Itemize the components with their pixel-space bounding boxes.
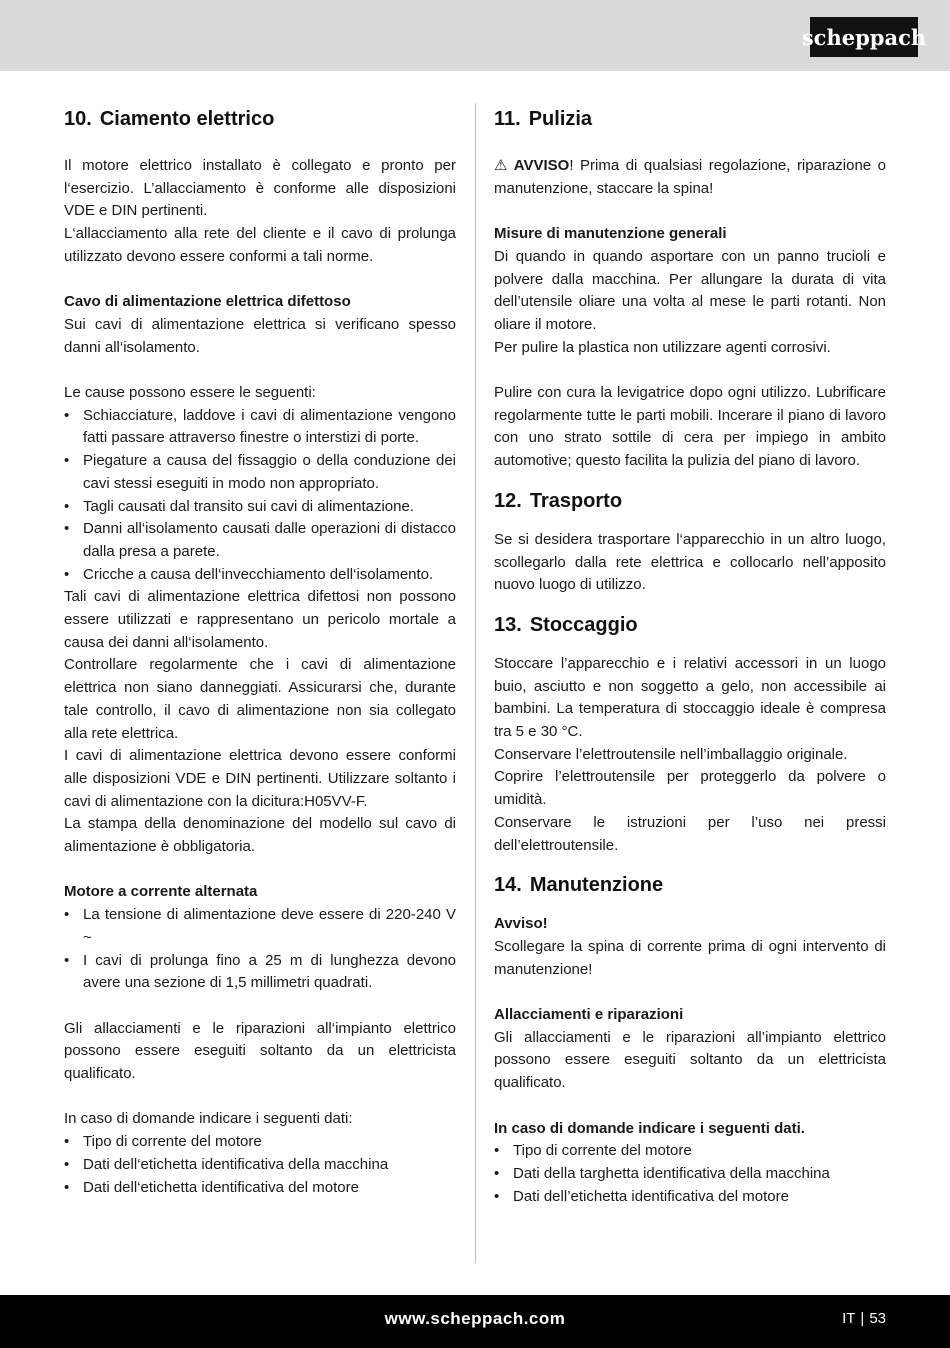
paragraph: Conservare le istruzioni per l’uso nei pressi dell’elettroutensile. xyxy=(494,813,886,854)
list-item: • Danni all‘isolamento causati dalle operazioni di distacco dalla presa a parete. xyxy=(64,518,456,563)
website-link[interactable]: www.scheppach.com xyxy=(384,1309,566,1328)
warning-text: ! Prima di qualsiasi regolazione, riparazione o manutenzione, staccare la spina! xyxy=(494,157,886,197)
motor-list xyxy=(64,904,456,995)
subheading: In caso di domande indicare i seguenti dati. xyxy=(494,1119,805,1137)
list-item: • Tagli causati dal transito sui cavi di alimentazione. xyxy=(64,496,456,519)
data-list xyxy=(64,1131,456,1199)
paragraph: Scollegare la spina di corrente prima di ogni intervento di manutenzione! xyxy=(494,937,886,978)
paragraph: Conservare l’elettroutensile nell’imballaggio originale. xyxy=(494,745,848,763)
list-item: • Tipo di corrente del motore xyxy=(494,1140,886,1163)
section-heading xyxy=(494,869,886,901)
list-item: • Schiacciature, laddove i cavi di alimentazione vengono fatti passare attraverso finestre o interstizi di porte. xyxy=(64,405,456,450)
section-title: Trasporto xyxy=(529,489,623,512)
paragraph: L‘allacciamento alla rete del cliente e il cavo di prolunga utilizzato devono essere conformi a tali norme. xyxy=(64,225,456,265)
language-code: IT xyxy=(842,1310,856,1327)
list-item: • Dati della targhetta identificativa della macchina xyxy=(494,1163,886,1186)
paragraph: Controllare regolarmente che i cavi di alimentazione elettrica non siano danneggiati. Assicurarsi che, durante tale controllo, il cavo di alimentazione non sia collegato alla rete elettrica. xyxy=(64,656,456,742)
paragraph: In caso di domande indicare i seguenti dati: xyxy=(64,1110,353,1128)
paragraph: Pulire con cura la levigatrice dopo ogni utilizzo. Lubrificare regolarmente tutte le parti mobili. Incerare il piano di lavoro con uno strato sottile di cera per impiego in ambito automotive; questo facilita la pulizia del piano di lavoro. xyxy=(494,384,886,470)
paragraph: Se si desidera trasportare l‘apparecchio in un altro luogo, scollegarlo dalla rete elettrica e collocarlo nell’apposito nuovo luogo di utilizzo. xyxy=(494,530,886,594)
column-divider xyxy=(475,103,476,1263)
paragraph: Stoccare l’apparecchio e i relativi accessori in un luogo buio, asciutto e non soggetto a gelo, non accessibile ai bambini. La temperatura di stoccaggio ideale è compresa tra 5 e 30 °C. xyxy=(494,654,886,741)
subheading: Motore a corrente alternata xyxy=(64,883,258,901)
list-item: • Dati dell‘etichetta identificativa della macchina xyxy=(64,1154,456,1177)
paragraph: Gli allacciamenti e le riparazioni all’impianto elettrico possono essere eseguiti soltanto da un elettricista qualificato. xyxy=(494,1028,886,1092)
section-heading xyxy=(494,485,886,517)
separator: | xyxy=(860,1310,865,1327)
paragraph: Coprire l’elettroutensile per proteggerlo da polvere o umidità. xyxy=(494,768,886,809)
section-number: 10. xyxy=(64,108,92,130)
section-title: Manutenzione xyxy=(529,874,664,897)
subheading: Allacciamenti e riparazioni xyxy=(494,1006,684,1024)
paragraph: La stampa della denominazione del modello sul cavo di alimentazione è obbligatoria. xyxy=(64,815,456,856)
paragraph: Tali cavi di alimentazione elettrica difettosi non possono essere utilizzati e rappresentano un pericolo mortale a causa dei danni all‘isolamento. xyxy=(64,588,456,651)
section-title: Stoccaggio xyxy=(529,613,638,636)
paragraph: I cavi di alimentazione elettrica devono essere conformi alle disposizioni VDE e DIN pertinenti. Utilizzare soltanto i cavi di alimentazione con la dicitura:H05VV-F. xyxy=(64,747,456,810)
subheading: Misure di manutenzione generali xyxy=(494,225,727,243)
page-indicator xyxy=(842,1310,886,1327)
paragraph: Gli allacciamenti e le riparazioni all‘impianto elettrico possono essere eseguiti soltanto da un elettricista qualificato. xyxy=(64,1019,456,1083)
page-number: 53 xyxy=(869,1310,886,1327)
list-item: • Tipo di corrente del motore xyxy=(64,1131,456,1154)
list-item: • Dati dell’etichetta identificativa del motore xyxy=(494,1186,886,1209)
right-column xyxy=(494,103,886,1208)
paragraph: Le cause possono essere le seguenti: xyxy=(64,384,316,401)
causes-list xyxy=(64,405,456,587)
paragraph: Di quando in quando asportare con un panno trucioli e polvere dalla macchina. Per allungare la durata di vita dell’utensile oliare una volta al mese le parti rotanti. Non oliare il motore. xyxy=(494,247,886,333)
section-heading xyxy=(64,103,456,135)
warning-label: AVVISO xyxy=(513,157,570,174)
left-column xyxy=(64,103,456,1199)
section-number: 14. xyxy=(494,874,522,897)
data-list xyxy=(494,1140,886,1208)
paragraph: Il motore elettrico installato è collegato e pronto per l‘esercizio. L’allacciamento è conforme alle disposizioni VDE e DIN pertinenti. xyxy=(64,157,456,220)
section-heading xyxy=(494,103,886,135)
section-heading xyxy=(494,609,886,641)
list-item: • Cricche a causa dell‘invecchiamento dell‘isolamento. xyxy=(64,564,456,587)
list-item: • I cavi di prolunga fino a 25 m di lunghezza devono avere una sezione di 1,5 millimetri quadrati. xyxy=(64,950,456,995)
subheading: Avviso! xyxy=(494,915,548,933)
warning-icon: ⚠ xyxy=(494,157,510,174)
section-title: Ciamento elettrico xyxy=(99,108,275,130)
section-title: Pulizia xyxy=(528,108,593,130)
header-bar xyxy=(0,0,950,71)
list-item: • Piegature a causa del fissaggio o della conduzione dei cavi stessi eseguiti in modo non appropriato. xyxy=(64,450,456,495)
list-item: • Dati dell‘etichetta identificativa del motore xyxy=(64,1177,456,1200)
warning-paragraph xyxy=(494,155,886,200)
paragraph: Sui cavi di alimentazione elettrica si verificano spesso danni all‘isolamento. xyxy=(64,315,456,356)
scheppach-logo: scheppach xyxy=(810,17,918,57)
list-item: • La tensione di alimentazione deve essere di 220-240 V ~ xyxy=(64,904,456,949)
section-number: 11. xyxy=(494,108,521,130)
section-number: 12. xyxy=(494,489,522,512)
paragraph: Per pulire la plastica non utilizzare agenti corrosivi. xyxy=(494,338,831,356)
section-number: 13. xyxy=(494,613,522,636)
footer-bar xyxy=(0,1295,950,1348)
subheading: Cavo di alimentazione elettrica difettoso xyxy=(64,293,351,311)
